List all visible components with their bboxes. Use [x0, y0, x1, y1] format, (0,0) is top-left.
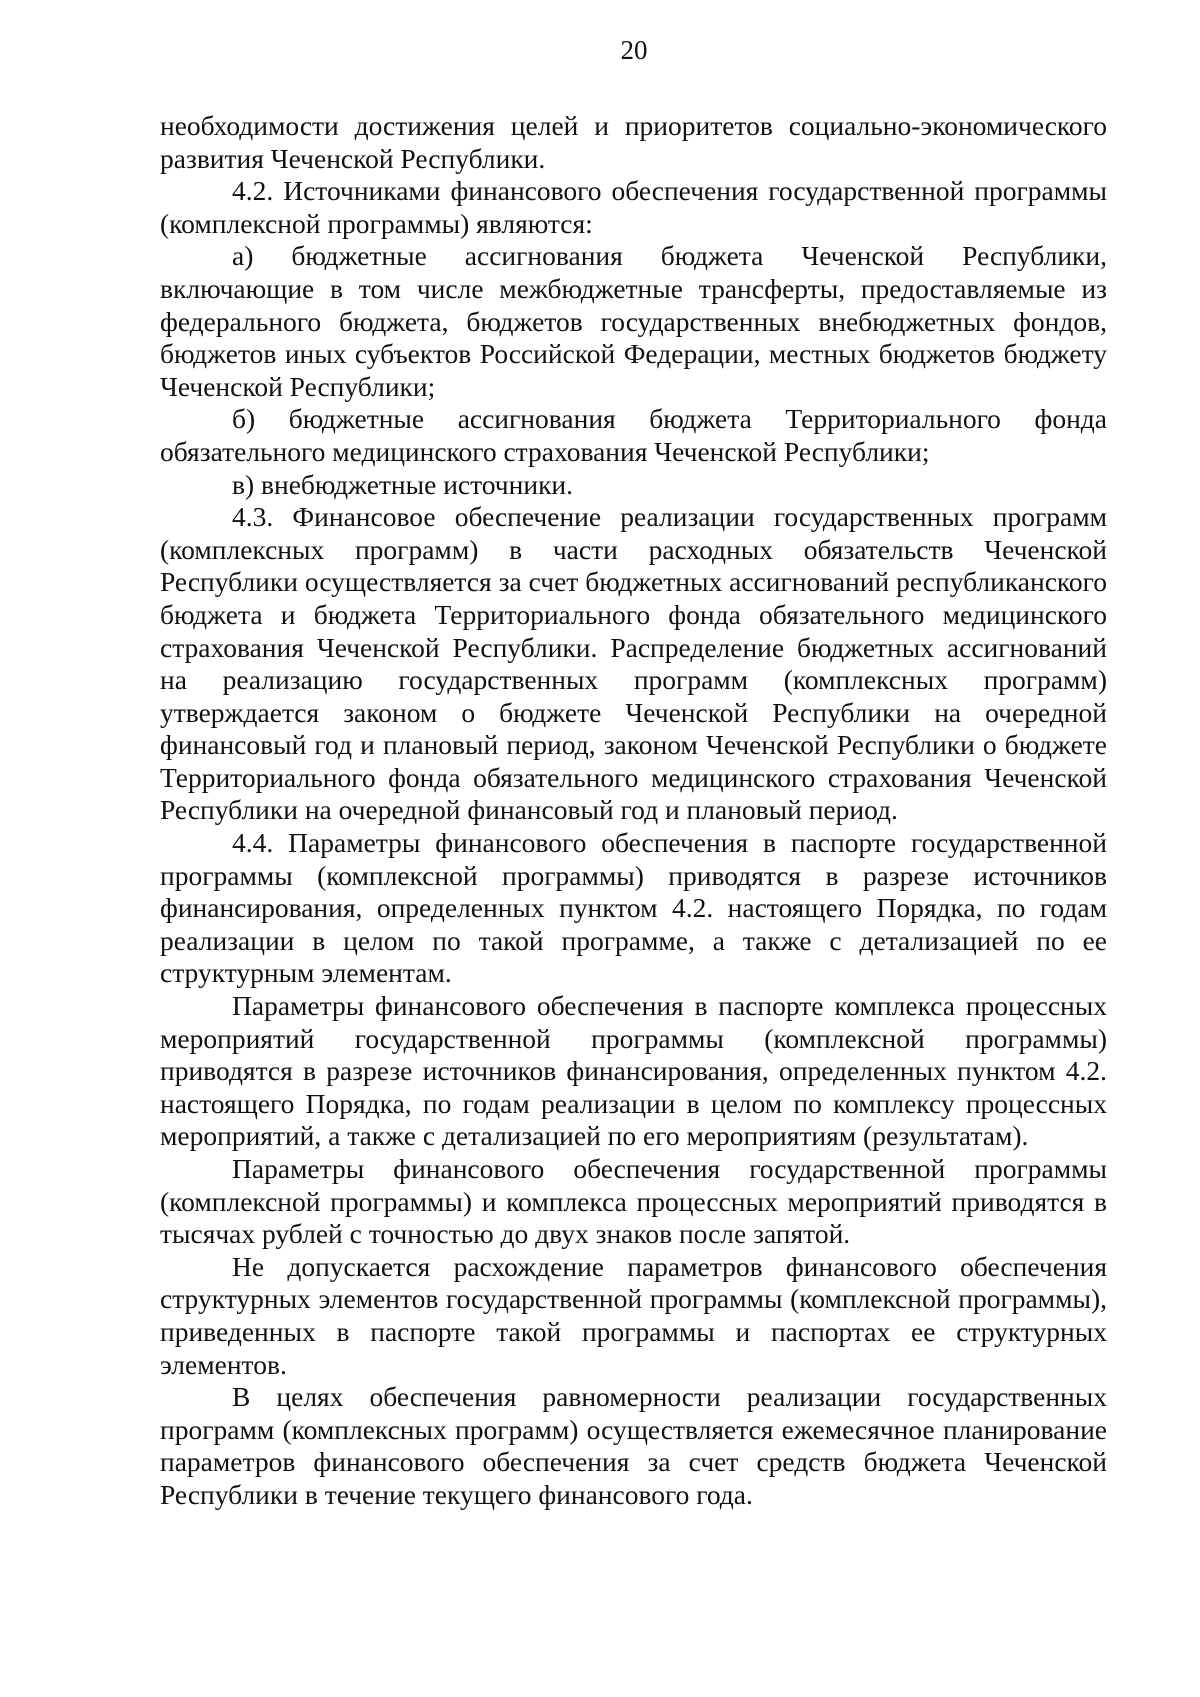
page-number: 20 [620, 35, 648, 65]
paragraph-process-complex: Параметры финансового обеспечения в паспорте комплекса процессных мероприятий государственной программы (комплексной программы) приводятся в разрезе источников финансирования, определенных пунктом 4.2. настоящего Порядка, по годам реализации в целом по комплексу процессных мероприятий, а также с детализацией по его мероприятиям (результатам). [160, 990, 1107, 1152]
paragraph-thousands-rubles: Параметры финансового обеспечения государственной программы (комплексной программы) и комплекса процессных мероприятий приводятся в тысячах рублей с точностью до двух знаков после запятой. [160, 1153, 1107, 1250]
paragraph-4-2-a: а) бюджетные ассигнования бюджета Чеченской Республики, включающие в том числе межбюджетные трансферты, предоставляемые из федерального бюджета, бюджетов государственных внебюджетных фондов, бюджетов иных субъектов Российской Федерации, местных бюджетов бюджету Чеченской Республики; [160, 240, 1107, 402]
paragraph-4-2-v: в) внебюджетные источники. [232, 468, 574, 500]
paragraph-4-3: 4.3. Финансовое обеспечение реализации государственных программ (комплексных программ) в части расходных обязательств Чеченской Республики осуществляется за счет бюджетных ассигнований республиканского бюджета и бюджета Территориального фонда обязательного медицинского страхования Чеченской Республики. Распределение бюджетных ассигнований на реализацию государственных программ (комплексных программ) утверждается законом о бюджете Чеченской Республики на очередной финансовый год и плановый период, законом Чеченской Республики о бюджете Территориального фонда обязательного медицинского страхования Чеченской Республики на очередной финансовый год и плановый период. [160, 501, 1107, 826]
paragraph-monthly-planning: В целях обеспечения равномерности реализации государственных программ (комплексных программ) осуществляется ежемесячное планирование параметров финансового обеспечения за счет средств бюджета Чеченской Республики в течение текущего финансового года. [160, 1381, 1107, 1510]
paragraph-4-4: 4.4. Параметры финансового обеспечения в паспорте государственной программы (комплексной программы) приводятся в разрезе источников финансирования, определенных пунктом 4.2. настоящего Порядка, по годам реализации в целом по такой программе, а также с детализацией по ее структурным элементам. [160, 827, 1107, 989]
paragraph-no-discrepancy: Не допускается расхождение параметров финансового обеспечения структурных элементов государственной программы (комплексной программы), приведенных в паспорте такой программы и паспортах ее структурных элементов. [160, 1250, 1107, 1380]
document-body [160, 110, 1107, 1512]
paragraph-continuation: необходимости достижения целей и приоритетов социально-экономического развития Чеченской Республики. [160, 110, 1107, 174]
paragraph-4-2-b: б) бюджетные ассигнования бюджета Территориального фонда обязательного медицинского страхования Чеченской Республики; [160, 403, 1107, 467]
paragraph-4-2: 4.2. Источниками финансового обеспечения государственной программы (комплексной программы) являются: [160, 175, 1107, 239]
